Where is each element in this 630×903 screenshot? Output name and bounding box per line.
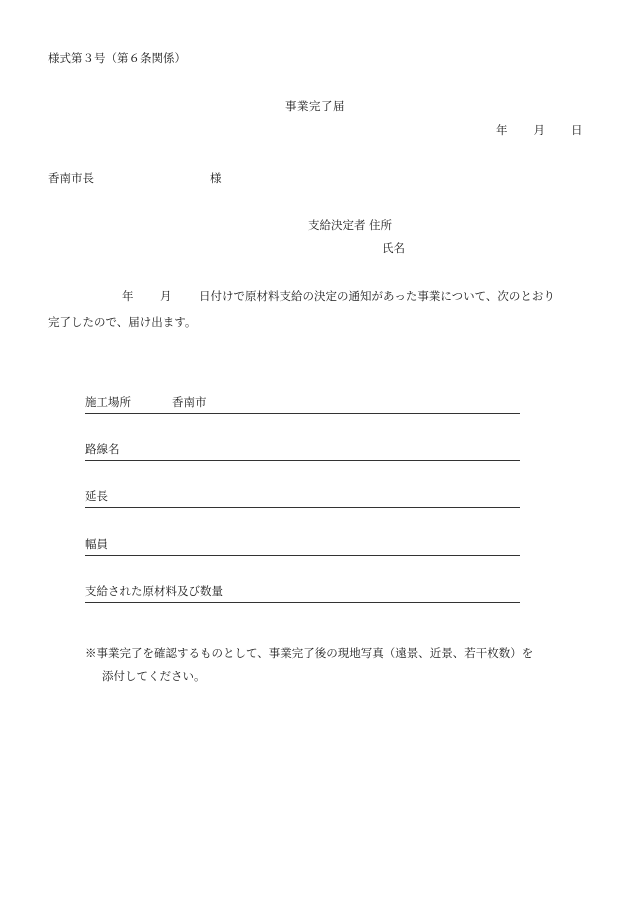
note-line-2: 添付してください。 (102, 669, 206, 683)
applicant-name-label: 氏名 (382, 241, 405, 255)
body-text-line-2: 完了したので、届け出ます。 (48, 315, 197, 329)
date-day-label: 日 (571, 123, 583, 137)
field-row-route (85, 444, 520, 461)
field-label-length: 延長 (85, 489, 108, 503)
note-line-1: ※事業完了を確認するものとして、事業完了後の現地写真（遠景、近景、若干枚数）を (85, 646, 534, 660)
field-row-width (85, 539, 520, 556)
date-line (496, 125, 583, 137)
date-year-label: 年 (496, 123, 508, 137)
field-row-materials (85, 586, 520, 603)
form-number: 様式第３号（第６条関係） (48, 51, 186, 65)
field-value-site: 香南市 (172, 395, 207, 409)
addressee-honorific: 様 (210, 171, 222, 185)
body-month-label: 月 (160, 289, 172, 303)
date-month-label: 月 (533, 123, 545, 137)
body-text-line-1 (122, 289, 555, 303)
field-row-length (85, 491, 520, 508)
field-label-site: 施工場所 (85, 395, 131, 409)
addressee-name: 香南市長 (48, 171, 94, 185)
field-label-route: 路線名 (85, 442, 120, 456)
applicant-address-label: 住所 (369, 218, 392, 232)
addressee (48, 171, 222, 185)
applicant-label: 支給決定者 (308, 218, 366, 232)
document-title: 事業完了届 (285, 99, 345, 113)
field-row-site (85, 397, 520, 414)
field-label-materials: 支給された原材料及び数量 (85, 584, 223, 598)
field-label-width: 幅員 (85, 537, 108, 551)
body-text-rest: 日付けで原材料支給の決定の通知があった事業について、次のとおり (199, 289, 555, 303)
body-year-label: 年 (122, 289, 134, 303)
